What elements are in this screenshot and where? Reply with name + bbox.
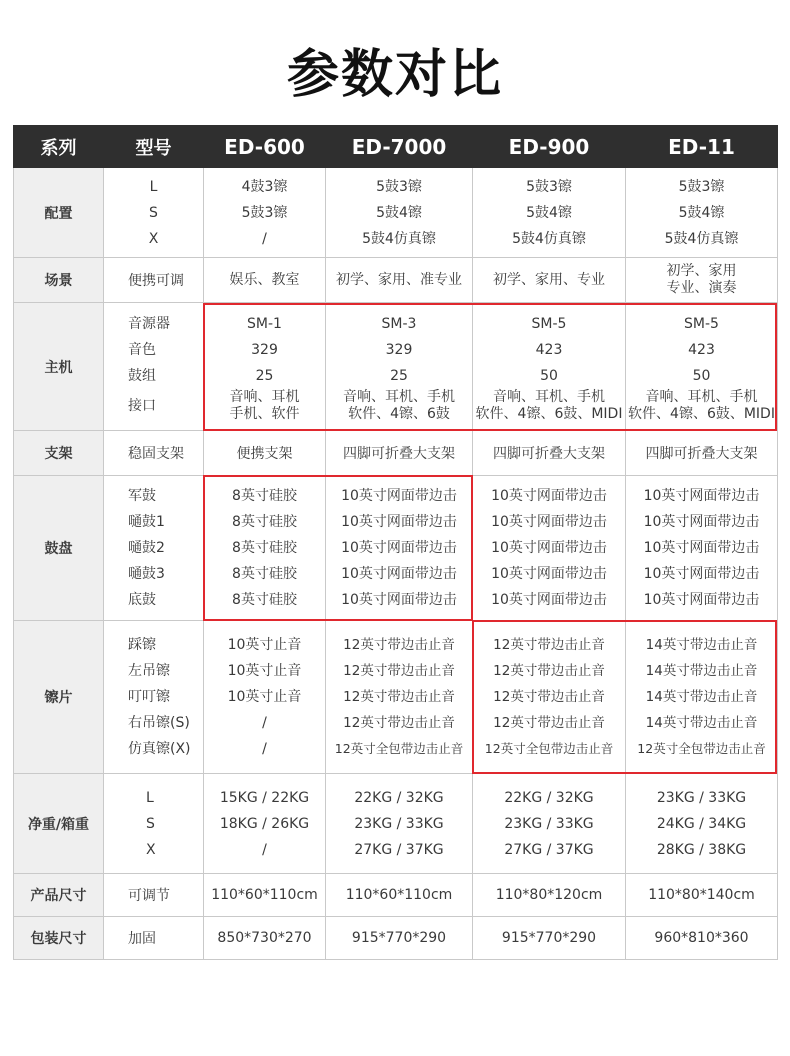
cymbals-value: 12英寸全包带边击止音 (334, 741, 464, 756)
pads-value: 8英寸硅胶 (232, 540, 297, 556)
pads-label: 嗵鼓1 (128, 514, 165, 530)
host-kits: 50 (540, 367, 558, 384)
host-ports: 音响、耳机、手机 (645, 388, 758, 405)
config-cell (326, 168, 473, 258)
cymbals-labels (104, 621, 204, 774)
pads-label: 底鼓 (128, 592, 156, 608)
category-cymbals: 镲片 (14, 621, 104, 774)
cymbals-cell (204, 621, 326, 774)
host-cell (204, 303, 326, 431)
header-series: 系列 (14, 126, 104, 168)
cymbals-label: 踩镲 (128, 637, 156, 653)
host-ports: 手机、软件 (229, 405, 300, 422)
pads-value: 8英寸硅胶 (232, 592, 297, 608)
host-source: SM-5 (531, 315, 567, 332)
host-labels (104, 303, 204, 431)
size-value: 110*80*120cm (473, 874, 626, 917)
cymbals-cell (473, 621, 626, 774)
pads-value: 10英寸网面带边击 (643, 488, 760, 504)
package-value: 850*730*270 (204, 917, 326, 960)
host-kits: 25 (390, 367, 408, 384)
config-value: 4鼓3镲 (241, 178, 288, 195)
config-label: X (148, 230, 159, 247)
package-label: 加固 (104, 917, 204, 960)
row-pads (14, 476, 778, 621)
row-stand (14, 431, 778, 476)
pads-value: 10英寸网面带边击 (491, 540, 607, 556)
cymbals-label: 仿真镲(X) (128, 741, 191, 757)
config-value: 5鼓3镲 (241, 204, 288, 221)
config-value: 5鼓4仿真镲 (512, 230, 586, 247)
stand-value: 便携支架 (204, 431, 326, 476)
scene-value: 初学、家用 (666, 263, 737, 279)
host-tones: 423 (535, 341, 563, 358)
weight-value: 27KG / 37KG (504, 841, 594, 858)
header-row (14, 126, 778, 168)
size-value: 110*60*110cm (326, 874, 473, 917)
cymbals-value: / (262, 741, 267, 757)
pads-cell (326, 476, 473, 621)
host-tones: 329 (385, 341, 413, 358)
stand-label: 稳固支架 (104, 431, 204, 476)
category-config: 配置 (14, 168, 104, 258)
host-cell (473, 303, 626, 431)
row-config (14, 168, 778, 258)
comparison-table (13, 125, 778, 960)
size-value: 110*80*140cm (626, 874, 778, 917)
host-label: 接口 (128, 397, 156, 414)
scene-value: 专业、演奏 (666, 280, 737, 296)
host-source: SM-5 (684, 315, 719, 332)
cymbals-cell (626, 621, 778, 774)
category-scene: 场景 (14, 258, 104, 303)
weight-value: 22KG / 32KG (504, 789, 594, 806)
config-label: L (149, 178, 158, 195)
cymbals-value: 12英寸带边击止音 (493, 689, 605, 705)
cymbals-label: 叮叮镲 (128, 689, 170, 705)
pads-cell (626, 476, 778, 621)
pads-label: 嗵鼓3 (128, 566, 165, 582)
scene-cell (326, 258, 473, 303)
pads-value: 10英寸网面带边击 (643, 566, 760, 582)
scene-value: 初学、家用、专业 (493, 271, 605, 288)
pads-value: 10英寸网面带边击 (491, 566, 607, 582)
cymbals-value: 12英寸带边击止音 (343, 663, 455, 679)
host-tones: 423 (688, 341, 715, 358)
host-source: SM-3 (381, 315, 417, 332)
size-value: 110*60*110cm (204, 874, 326, 917)
scene-cell (626, 258, 778, 303)
weight-label: L (146, 789, 154, 806)
pads-value: 10英寸网面带边击 (643, 540, 760, 556)
cymbals-value: 14英寸带边击止音 (645, 663, 758, 679)
header-model-1: ED-600 (204, 126, 326, 168)
host-kits: 50 (692, 367, 711, 384)
pads-value: 10英寸网面带边击 (341, 488, 457, 504)
row-weight (14, 774, 778, 874)
weight-cell (204, 774, 326, 874)
weight-value: 23KG / 33KG (504, 815, 594, 832)
pads-cell (473, 476, 626, 621)
category-size: 产品尺寸 (14, 874, 104, 917)
scene-cell (473, 258, 626, 303)
cymbals-value: 10英寸止音 (227, 637, 302, 653)
pads-value: 10英寸网面带边击 (491, 488, 607, 504)
cymbals-value: 14英寸带边击止音 (645, 637, 758, 653)
cymbals-value: 12英寸带边击止音 (493, 663, 605, 679)
host-cell (626, 303, 778, 431)
config-cell (626, 168, 778, 258)
host-tones: 329 (251, 341, 278, 358)
pads-labels (104, 476, 204, 621)
cymbals-value: 10英寸止音 (227, 663, 302, 679)
cymbals-value: 12英寸带边击止音 (493, 637, 605, 653)
category-pads: 鼓盘 (14, 476, 104, 621)
host-ports: 软件、4镲、6鼓 (348, 405, 450, 422)
package-value: 960*810*360 (626, 917, 778, 960)
row-cymbals (14, 621, 778, 774)
pads-value: 8英寸硅胶 (232, 514, 297, 530)
cymbals-value: 12英寸带边击止音 (343, 689, 455, 705)
host-label: 音色 (128, 341, 156, 358)
cymbals-value: 14英寸带边击止音 (645, 689, 758, 705)
weight-label: S (146, 815, 155, 832)
package-value: 915*770*290 (326, 917, 473, 960)
header-model-4: ED-11 (626, 126, 778, 168)
scene-value: 娱乐、教室 (229, 271, 300, 288)
stand-value: 四脚可折叠大支架 (326, 431, 473, 476)
header-model-3: ED-900 (473, 126, 626, 168)
host-ports: 软件、4镲、6鼓、MIDI (628, 405, 775, 422)
header-model-2: ED-7000 (326, 126, 473, 168)
row-scene (14, 258, 778, 303)
pads-value: 8英寸硅胶 (232, 566, 297, 582)
config-value: / (262, 230, 267, 247)
category-stand: 支架 (14, 431, 104, 476)
weight-label: X (146, 841, 156, 858)
scene-cell (204, 258, 326, 303)
host-kits: 25 (255, 367, 274, 384)
host-cell (326, 303, 473, 431)
weight-value: 23KG / 33KG (354, 815, 444, 832)
weight-value: 27KG / 37KG (354, 841, 444, 858)
pads-value: 10英寸网面带边击 (491, 592, 607, 608)
pads-value: 10英寸网面带边击 (643, 592, 760, 608)
row-package (14, 917, 778, 960)
weight-value: 28KG / 38KG (656, 841, 747, 858)
pads-value: 10英寸网面带边击 (341, 514, 457, 530)
host-source: SM-1 (247, 315, 282, 332)
config-cell (204, 168, 326, 258)
weight-cell (326, 774, 473, 874)
row-size (14, 874, 778, 917)
stand-value: 四脚可折叠大支架 (473, 431, 626, 476)
cymbals-value: 12英寸带边击止音 (493, 715, 605, 731)
config-labels (104, 168, 204, 258)
config-cell (473, 168, 626, 258)
header-model: 型号 (104, 126, 204, 168)
category-host: 主机 (14, 303, 104, 431)
config-value: 5鼓4镲 (526, 204, 572, 221)
config-value: 5鼓4镲 (678, 204, 725, 221)
row-host (14, 303, 778, 431)
config-value: 5鼓4镲 (376, 204, 422, 221)
pads-value: 10英寸网面带边击 (341, 566, 457, 582)
cymbals-value: 10英寸止音 (227, 689, 302, 705)
category-package: 包装尺寸 (14, 917, 104, 960)
pads-value: 10英寸网面带边击 (643, 514, 760, 530)
page-title: 参数对比 (286, 45, 503, 105)
host-ports: 软件、4镲、6鼓、MIDI (475, 405, 623, 422)
weight-labels (104, 774, 204, 874)
weight-value: 15KG / 22KG (219, 789, 310, 806)
config-value: 5鼓4仿真镲 (664, 230, 739, 247)
pads-value: 10英寸网面带边击 (491, 514, 607, 530)
cymbals-cell (326, 621, 473, 774)
host-label: 鼓组 (128, 367, 156, 384)
category-weight: 净重/箱重 (14, 774, 104, 874)
cymbals-label: 左吊镲 (128, 663, 170, 679)
cymbals-value: / (262, 715, 267, 731)
config-value: 5鼓3镲 (526, 178, 572, 195)
weight-value: / (262, 841, 267, 858)
scene-value: 初学、家用、准专业 (336, 271, 462, 288)
weight-cell (626, 774, 778, 874)
host-ports: 音响、耳机、手机 (343, 388, 455, 405)
weight-cell (473, 774, 626, 874)
pads-cell (204, 476, 326, 621)
pads-value: 10英寸网面带边击 (341, 592, 457, 608)
stand-value: 四脚可折叠大支架 (626, 431, 778, 476)
weight-value: 22KG / 32KG (354, 789, 444, 806)
host-ports: 音响、耳机、手机 (493, 388, 605, 405)
config-value: 5鼓4仿真镲 (362, 230, 436, 247)
host-ports: 音响、耳机 (229, 388, 300, 405)
cymbals-value: 12英寸带边击止音 (343, 637, 455, 653)
weight-value: 23KG / 33KG (656, 789, 747, 806)
cymbals-value: 12英寸全包带边击止音 (484, 741, 614, 756)
cymbals-value: 12英寸全包带边击止音 (637, 741, 766, 756)
pads-label: 军鼓 (128, 488, 156, 504)
config-value: 5鼓3镲 (376, 178, 422, 195)
weight-value: 18KG / 26KG (219, 815, 310, 832)
pads-value: 10英寸网面带边击 (341, 540, 457, 556)
pads-value: 8英寸硅胶 (232, 488, 297, 504)
config-value: 5鼓3镲 (678, 178, 725, 195)
config-label: S (149, 204, 158, 221)
weight-value: 24KG / 34KG (656, 815, 747, 832)
host-label: 音源器 (128, 315, 170, 332)
package-value: 915*770*290 (473, 917, 626, 960)
size-label: 可调节 (104, 874, 204, 917)
cymbals-value: 14英寸带边击止音 (645, 715, 758, 731)
pads-label: 嗵鼓2 (128, 540, 165, 556)
cymbals-label: 右吊镲(S) (128, 715, 190, 731)
cymbals-value: 12英寸带边击止音 (343, 715, 455, 731)
scene-label: 便携可调 (104, 258, 204, 303)
